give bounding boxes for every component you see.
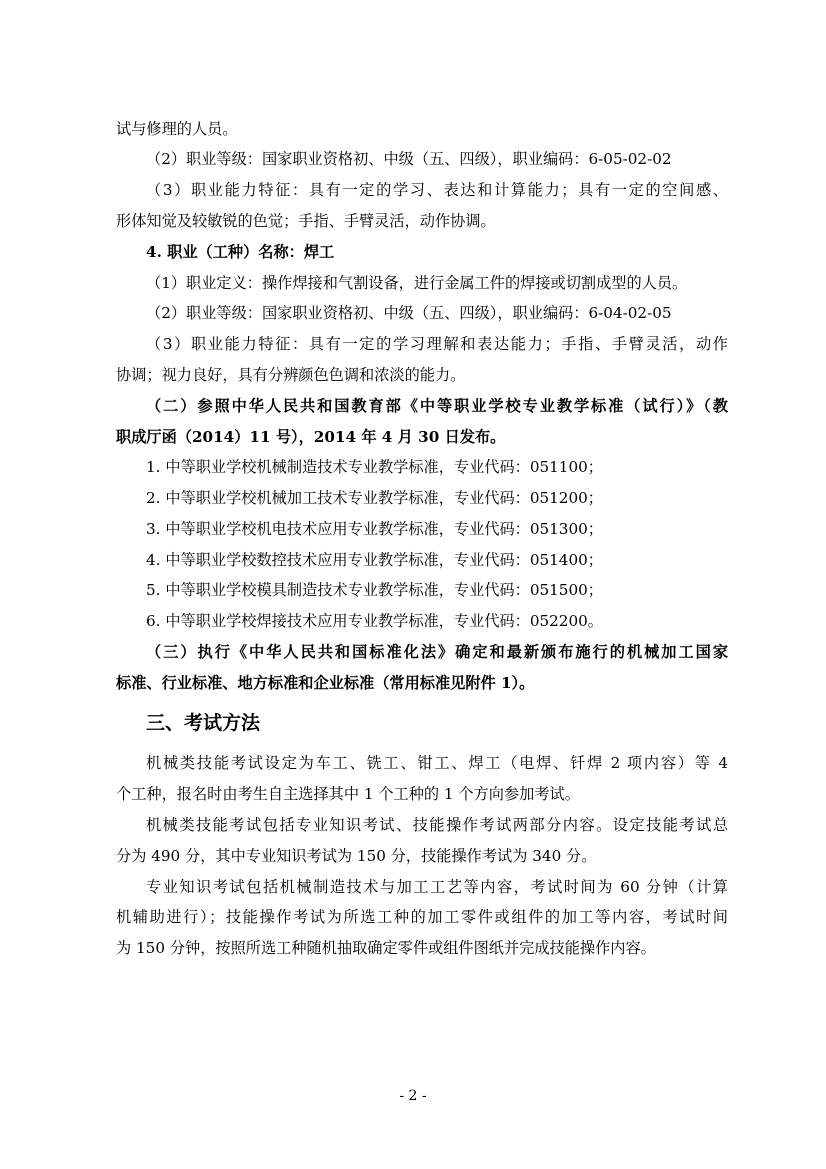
list-item: 2. 中等职业学校机械加工技术专业教学标准，专业代码：051200； [146,489,603,507]
section-two-title: （二）参照中华人民共和国教育部《中等职业学校专业教学标准（试行）》（教 [146,397,728,415]
paragraph-line: 为 150 分钟，按照所选工种随机抽取确定零件或组件图纸并完成技能操作内容。 [116,939,656,957]
paragraph-line: （2）职业等级：国家职业资格初、中级（五、四级），职业编码：6-05-02-02 [146,150,672,168]
list-item: 5. 中等职业学校模具制造技术专业教学标准，专业代码：051500； [146,581,603,599]
paragraph-line: 机械类技能考试设定为车工、铣工、钳工、焊工（电焊、钎焊 2 项内容）等 4 [146,754,728,772]
list-item: 1. 中等职业学校机械制造技术专业教学标准，专业代码：051100； [146,458,603,476]
paragraph-line: 分为 490 分，其中专业知识考试为 150 分，技能操作考试为 340 分。 [116,847,597,865]
paragraph-line: 个工种，报名时由考生自主选择其中 1 个工种的 1 个方向参加考试。 [116,785,580,803]
page-number: - 2 - [399,1088,427,1104]
paragraph-line: 机辅助进行）；技能操作考试为所选工种的加工零件或组件的加工等内容，考试时间 [116,908,728,926]
paragraph-line: 形体知觉及较敏锐的色觉；手指、手臂灵活，动作协调。 [116,212,496,230]
list-item: 4. 中等职业学校数控技术应用专业教学标准，专业代码：051400； [146,551,603,569]
section-three-title-cont: 标准、行业标准、地方标准和企业标准（常用标准见附件 1）。 [116,674,535,692]
section-heading: 三、考试方法 [146,712,261,734]
paragraph-line: （3）职业能力特征：具有一定的学习、表达和计算能力；具有一定的空间感、 [146,181,728,199]
paragraph-line: （3）职业能力特征：具有一定的学习理解和表达能力；手指、手臂灵活，动作 [146,335,728,353]
paragraph-line: 机械类技能考试包括专业知识考试、技能操作考试两部分内容。设定技能考试总 [146,816,728,834]
paragraph-line: 协调；视力良好，具有分辨颜色色调和浓淡的能力。 [116,366,466,384]
paragraph-line: 专业知识考试包括机械制造技术与加工工艺等内容，考试时间为 60 分钟（计算 [146,878,728,896]
section-three-title: （三）执行《中华人民共和国标准化法》确定和最新颁布施行的机械加工国家 [146,643,728,661]
paragraph-line: （1）职业定义：操作焊接和气割设备，进行金属工件的焊接或切割成型的人员。 [146,274,688,292]
section-two-title-cont: 职成厅函（2014）11 号），2014 年 4 月 30 日发布。 [116,428,506,446]
paragraph-line: 试与修理的人员。 [116,120,238,138]
paragraph-line: （2）职业等级：国家职业资格初、中级（五、四级），职业编码：6-04-02-05 [146,304,672,322]
list-item: 6. 中等职业学校焊接技术应用专业教学标准，专业代码：052200。 [146,612,603,630]
list-item: 3. 中等职业学校机电技术应用专业教学标准，专业代码：051300； [146,520,603,538]
subheading-welder: 4. 职业（工种）名称：焊工 [146,243,335,261]
